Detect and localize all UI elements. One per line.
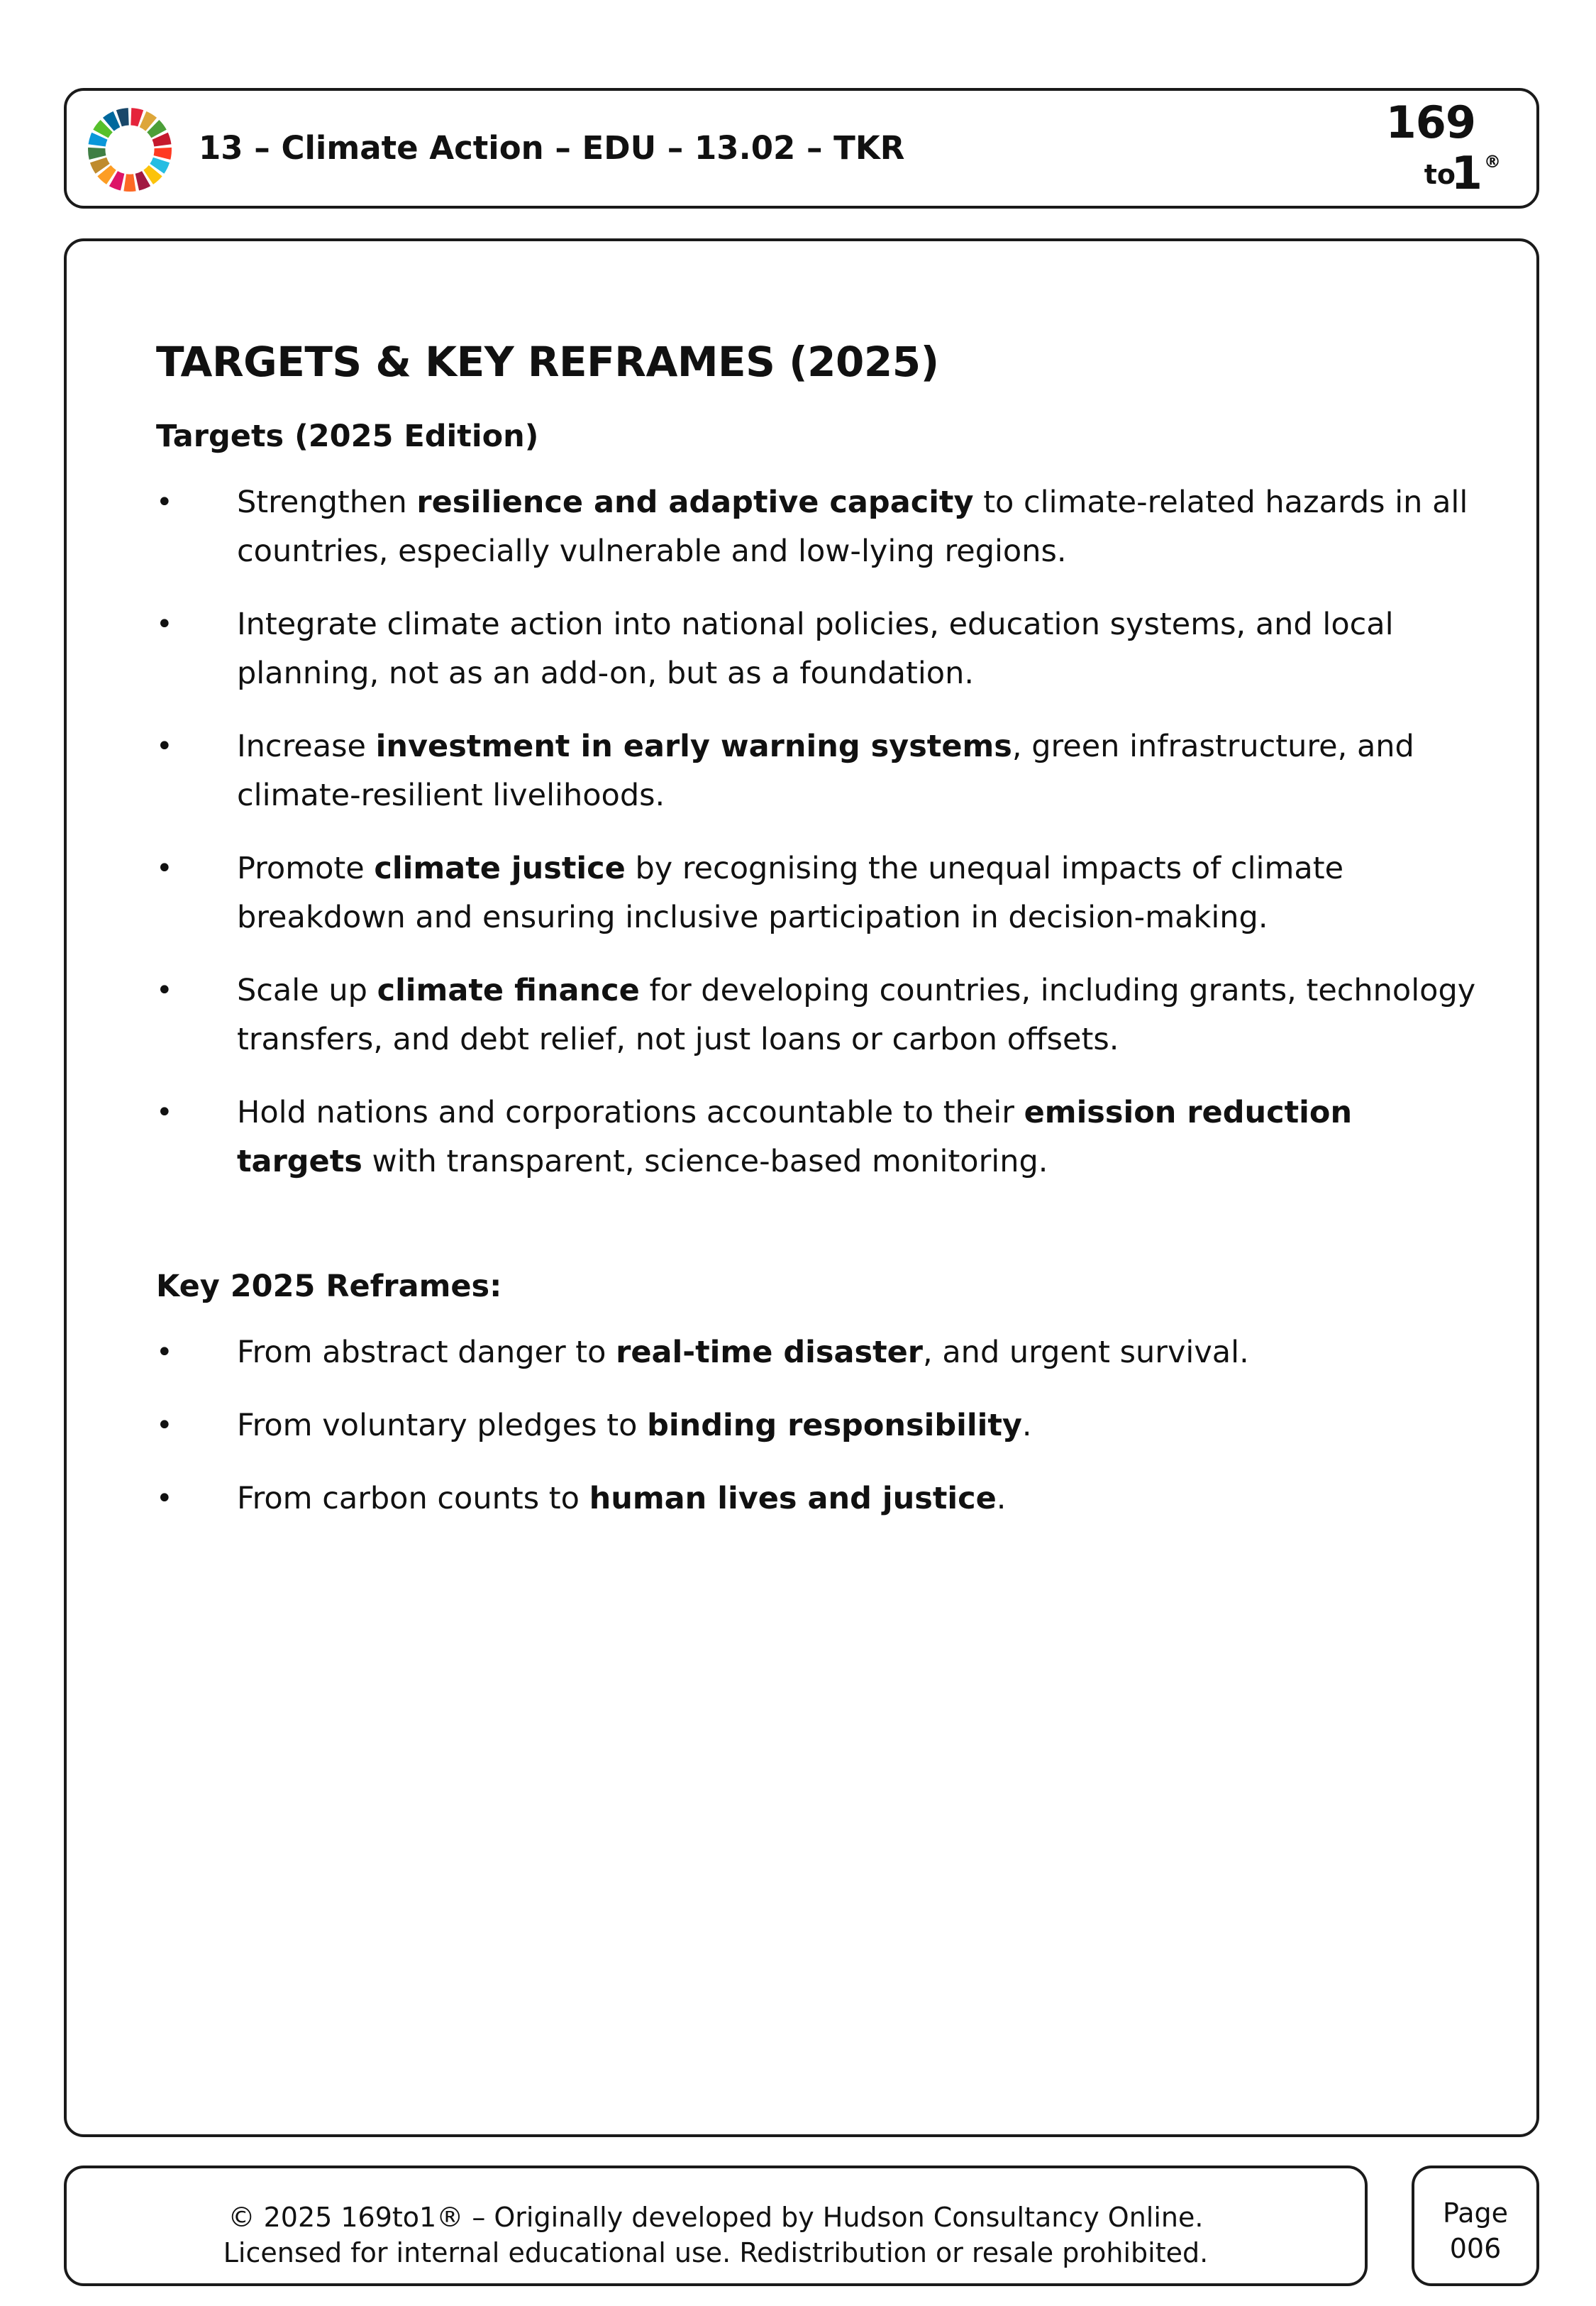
wheel-segment: [123, 174, 135, 192]
footer-copyright: [64, 2166, 1368, 2286]
document-title: 13 – Climate Action – EDU – 13.02 – TKR: [199, 129, 905, 167]
list-item: • Promote climate justice by recognising the unequal impacts of climate breakdown and ensuring inclusive participation in decision-making.: [156, 844, 1483, 942]
sdg-wheel-logo: [87, 106, 173, 193]
targets-section-title: Targets (2025 Edition): [156, 419, 539, 454]
list-item: • Scale up climate finance for developing countries, including grants, technology transfers, and debt relief, not just loans or carbon offsets.: [156, 966, 1483, 1064]
footer-line-2: Licensed for internal educational use. Redistribution or resale prohibited.: [223, 2237, 1209, 2268]
brand-registered-mark: ®: [1484, 152, 1501, 172]
content-body: [156, 338, 1483, 1548]
footer-line-1: © 2025 169to1® – Originally developed by Hudson Consultancy Online.: [228, 2202, 1204, 2233]
list-item: • Hold nations and corporations accountable to their emission reduction targets with transparent, science-based monitoring.: [156, 1088, 1483, 1186]
page-heading: TARGETS & KEY REFRAMES (2025): [156, 338, 939, 386]
content-panel: [64, 238, 1539, 2137]
header-bar: [64, 88, 1539, 209]
list-item: • Increase investment in early warning systems, green infrastructure, and climate-resilient livelihoods.: [156, 722, 1483, 820]
brand-to: to: [1424, 159, 1456, 190]
brand-number: 169: [1385, 96, 1475, 148]
list-item: • Integrate climate action into national policies, education systems, and local planning, not as an add-on, but as a foundation.: [156, 600, 1483, 698]
list-item: • From abstract danger to real-time disaster, and urgent survival.: [156, 1328, 1483, 1377]
page-number: 006: [1449, 2233, 1502, 2264]
footer-text: [67, 2200, 1365, 2271]
page-number-box: [1412, 2166, 1539, 2286]
wheel-segment: [154, 148, 172, 160]
page-label: Page: [1443, 2197, 1508, 2229]
list-item: • From carbon counts to human lives and justice.: [156, 1474, 1483, 1523]
page-indicator: [1414, 2195, 1536, 2266]
list-item: • From voluntary pledges to binding responsibility.: [156, 1401, 1483, 1450]
brand-one: 1: [1451, 148, 1483, 200]
reframes-section-title: Key 2025 Reframes:: [156, 1269, 502, 1304]
wheel-segment: [88, 148, 106, 160]
brand-logo: [1385, 96, 1519, 203]
targets-list: [156, 478, 1483, 1186]
list-item: • Strengthen resilience and adaptive capacity to climate-related hazards in all countries, especially vulnerable and low-lying regions.: [156, 478, 1483, 576]
reframes-list: [156, 1328, 1483, 1523]
